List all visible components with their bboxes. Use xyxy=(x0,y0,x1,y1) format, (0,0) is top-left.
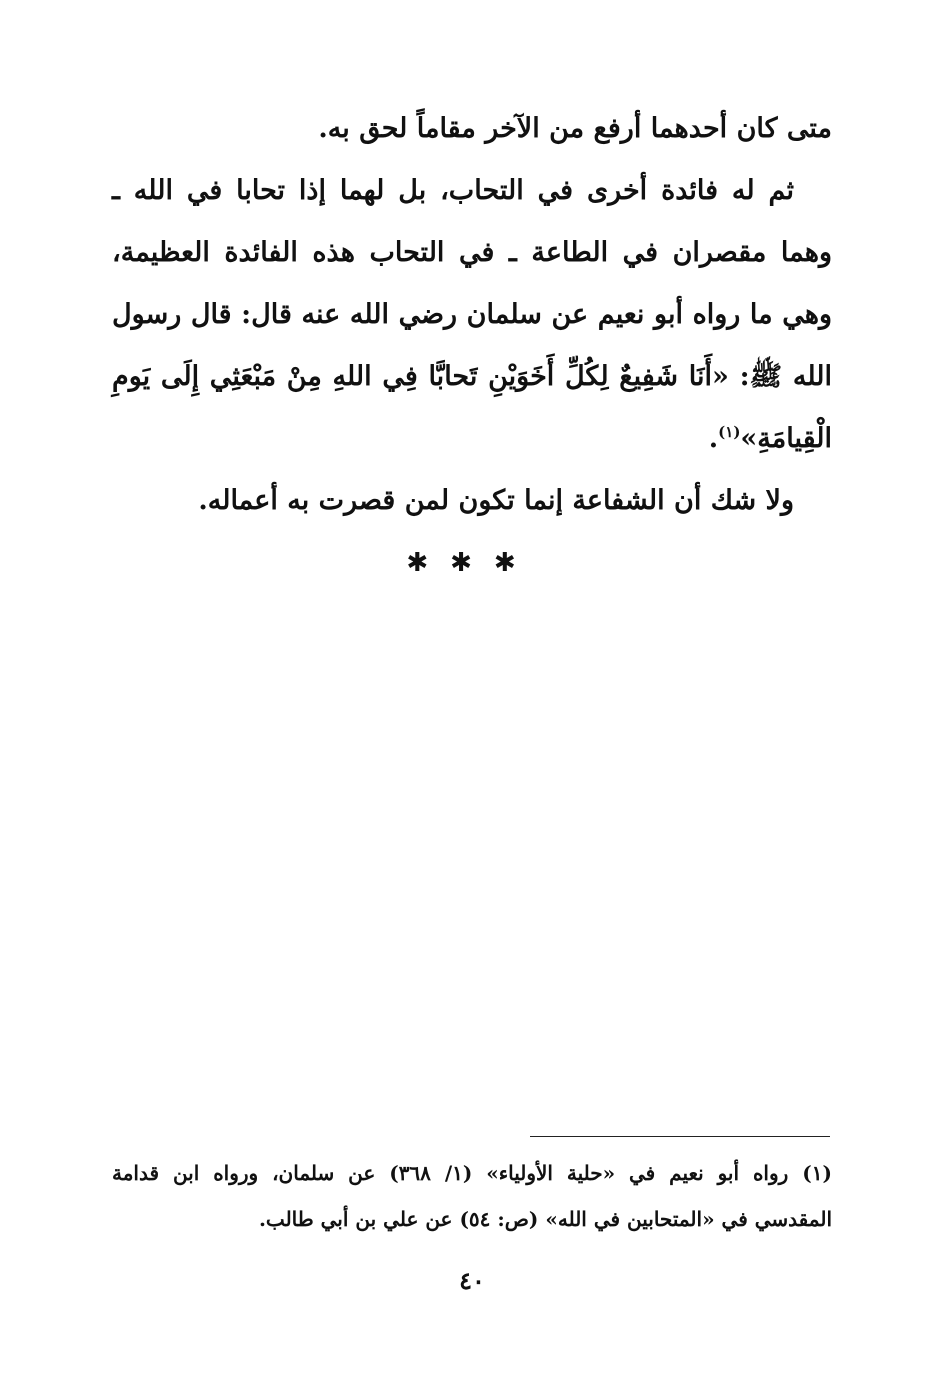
section-divider-ornament: ✱✱✱ xyxy=(406,548,538,578)
paragraph-1: متى كان أحدهما أرفع من الآخر مقاماً لحق به. xyxy=(318,113,832,144)
footnote-divider xyxy=(530,1136,830,1137)
footnote-marker: (١) xyxy=(802,1161,832,1185)
paragraph-3: ولا شك أن الشفاعة إنما تكون لمن قصرت به أعماله. xyxy=(198,485,794,516)
paragraph-2-text: ثم له فائدة أخرى في التحاب، بل لهما إذا تحابا في الله ـ وهما مقصران في الطاعة ـ في التحاب هذه الفائدة العظيمة، وهي ما رواه أبو نعيم عن سلمان رضي الله عنه قال: قال رسول الله ﷺ: «أَنَا شَفِيعٌ لِكُلِّ أَخَوَيْنِ تَحابَّا فِي اللهِ مِنْ مَبْعَثِي إِلَى يَومِ الْقِيامَةِ» xyxy=(112,175,832,454)
footnote-text: رواه أبو نعيم في «حلية الأولياء» (١/ ٣٦٨) عن سلمان، ورواه ابن قدامة المقدسي في «المتحابين في الله» (ص: ٥٤) عن علي بن أبي طالب. xyxy=(112,1161,832,1231)
footnote xyxy=(112,1150,832,1242)
paragraph-2-end: . xyxy=(708,423,719,454)
main-text xyxy=(112,98,832,532)
paragraph-2 xyxy=(112,160,832,470)
page-number: ٤٠ xyxy=(459,1266,485,1295)
footnote-reference[interactable]: (١) xyxy=(718,423,741,441)
